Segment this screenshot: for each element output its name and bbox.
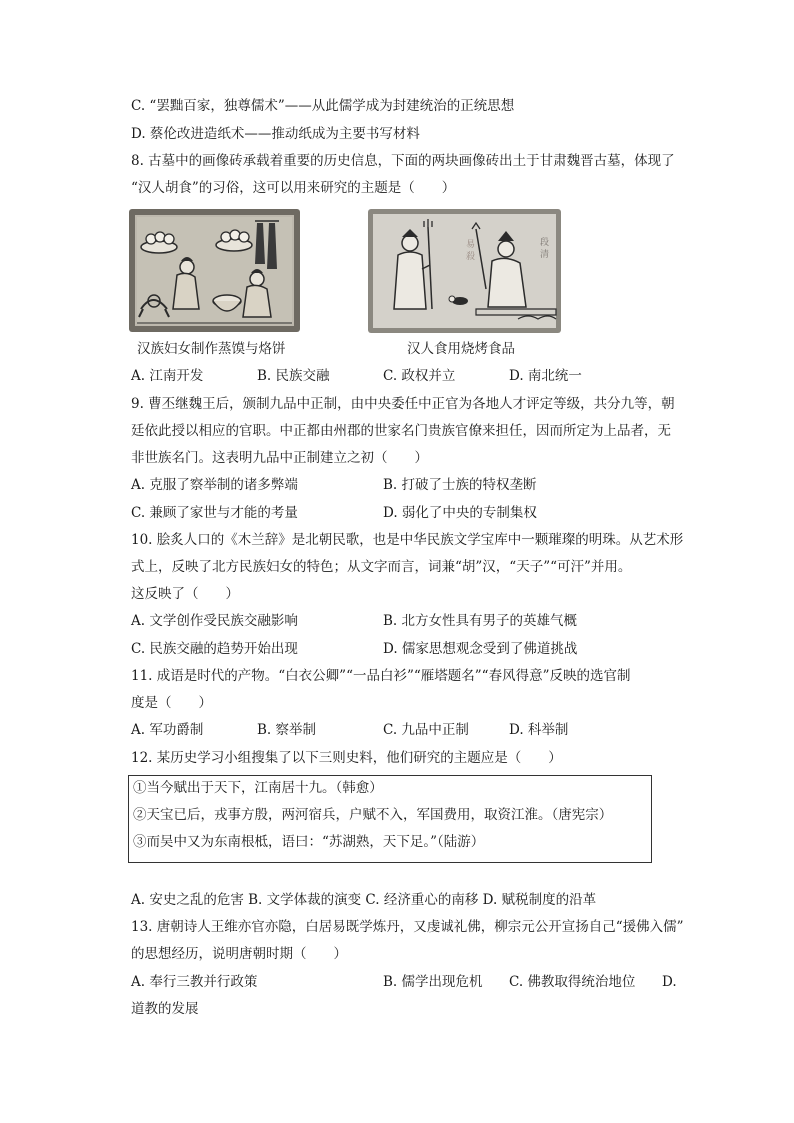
q9-option-d: D. 弱化了中央的专制集权 — [383, 505, 537, 521]
q9-option-c: C. 兼顾了家世与才能的考量 — [131, 505, 298, 521]
q13-option-c: C. 佛教取得统治地位 — [509, 974, 636, 990]
q11-stem-line1: 11. 成语是时代的产物。“白衣公卿”“一品白衫”“雁塔题名”“春风得意”反映的选官制 — [131, 668, 631, 684]
q12-source-box — [128, 775, 652, 863]
brick-image-eating — [368, 209, 561, 333]
svg-text:易: 易 — [466, 240, 476, 250]
q8-option-b: B. 民族交融 — [257, 368, 330, 384]
q7-option-d: D. 蔡伦改进造纸术——推动纸成为主要书写材料 — [131, 126, 420, 142]
q8-stem-line2: “汉人胡食”的习俗，这可以用来研究的主题是（ ） — [131, 180, 456, 196]
mural-brick-women-cooking-icon — [129, 209, 300, 332]
q8-option-c: C. 政权并立 — [383, 368, 456, 384]
q9-stem-line3: 非世族名门。这表明九品中正制建立之初（ ） — [131, 450, 428, 466]
q7-option-c: C. “罢黜百家，独尊儒术”——从此儒学成为封建统治的正统思想 — [131, 98, 515, 114]
q8-option-a: A. 江南开发 — [131, 368, 204, 384]
q12-stem: 12. 某历史学习小组搜集了以下三则史料，他们研究的主题应是（ ） — [131, 750, 562, 766]
q12-source-1: ①当今赋出于天下，江南居十九。（韩愈） — [133, 780, 383, 796]
q9-stem-line1: 9. 曹丕继魏王后，颁制九品中正制，由中央委任中正官为各地人才评定等级，共分九等，朝 — [131, 396, 675, 412]
q8-stem-line1: 8. 古墓中的画像砖承载着重要的历史信息，下面的两块画像砖出土于甘肃魏晋古墓，体现了 — [131, 153, 675, 169]
q11-stem-line2: 度是（ ） — [131, 695, 212, 711]
q10-option-b: B. 北方女性具有男子的英雄气概 — [383, 613, 578, 629]
svg-text:段: 段 — [540, 238, 550, 248]
q8-option-d: D. 南北统一 — [509, 368, 582, 384]
q10-stem-line3: 这反映了（ ） — [131, 586, 239, 602]
q9-stem-line2: 廷依此授以相应的官职。中正都由州郡的世家名门贵族官僚来担任，因而所定为上品者，无 — [131, 423, 671, 439]
brick-image-cooking — [129, 209, 300, 332]
q10-option-d: D. 儒家思想观念受到了佛道挑战 — [383, 641, 578, 657]
mural-brick-men-eating-icon — [368, 209, 561, 333]
q12-source-3: ③而吴中又为东南根柢，语曰：“苏湖熟，天下足。”（陆游） — [133, 834, 485, 850]
q10-option-c: C. 民族交融的趋势开始出现 — [131, 641, 298, 657]
svg-text:清: 清 — [540, 250, 550, 260]
q13-option-d: D. — [662, 974, 677, 990]
q11-option-c: C. 九品中正制 — [383, 722, 469, 738]
q13-stem-line1: 13. 唐朝诗人王维亦官亦隐，白居易既学炼丹，又虔诚礼佛，柳宗元公开宣扬自己“援佛入儒” — [131, 919, 684, 935]
q10-stem-line2: 式上，反映了北方民族妇女的特色；从文字而言，词兼“胡”汉，“天子”“可汗”并用。 — [131, 559, 632, 575]
q10-option-a: A. 文学创作受民族交融影响 — [131, 613, 298, 629]
q13-option-b: B. 儒学出现危机 — [383, 974, 483, 990]
caption-image-2: 汉人食用烧烤食品 — [407, 341, 515, 357]
q11-option-d: D. 科举制 — [509, 722, 569, 738]
q13-stem-line2: 的思想经历，说明唐朝时期（ ） — [131, 946, 347, 962]
q13-option-d-text: 道教的发展 — [131, 1001, 199, 1017]
q12-source-2: ②天宝已后，戎事方殷，两河宿兵，户赋不入，军国费用，取资江淮。（唐宪宗） — [133, 807, 613, 823]
svg-text:殺: 殺 — [466, 252, 476, 262]
caption-image-1: 汉族妇女制作蒸馍与烙饼 — [137, 341, 286, 357]
q12-options: A. 安史之乱的危害 B. 文学体裁的演变 C. 经济重心的南移 D. 赋税制度的沿革 — [131, 892, 597, 908]
q10-stem-line1: 10. 脍炙人口的《木兰辞》是北朝民歌，也是中华民族文学宝库中一颗璀璨的明珠。从艺术形 — [131, 532, 684, 548]
q13-option-a: A. 奉行三教并行政策 — [131, 974, 258, 990]
q11-option-b: B. 察举制 — [257, 722, 317, 738]
q9-option-a: A. 克服了察举制的诸多弊端 — [131, 477, 298, 493]
q11-option-a: A. 军功爵制 — [131, 722, 204, 738]
q9-option-b: B. 打破了士族的特权垄断 — [383, 477, 537, 493]
